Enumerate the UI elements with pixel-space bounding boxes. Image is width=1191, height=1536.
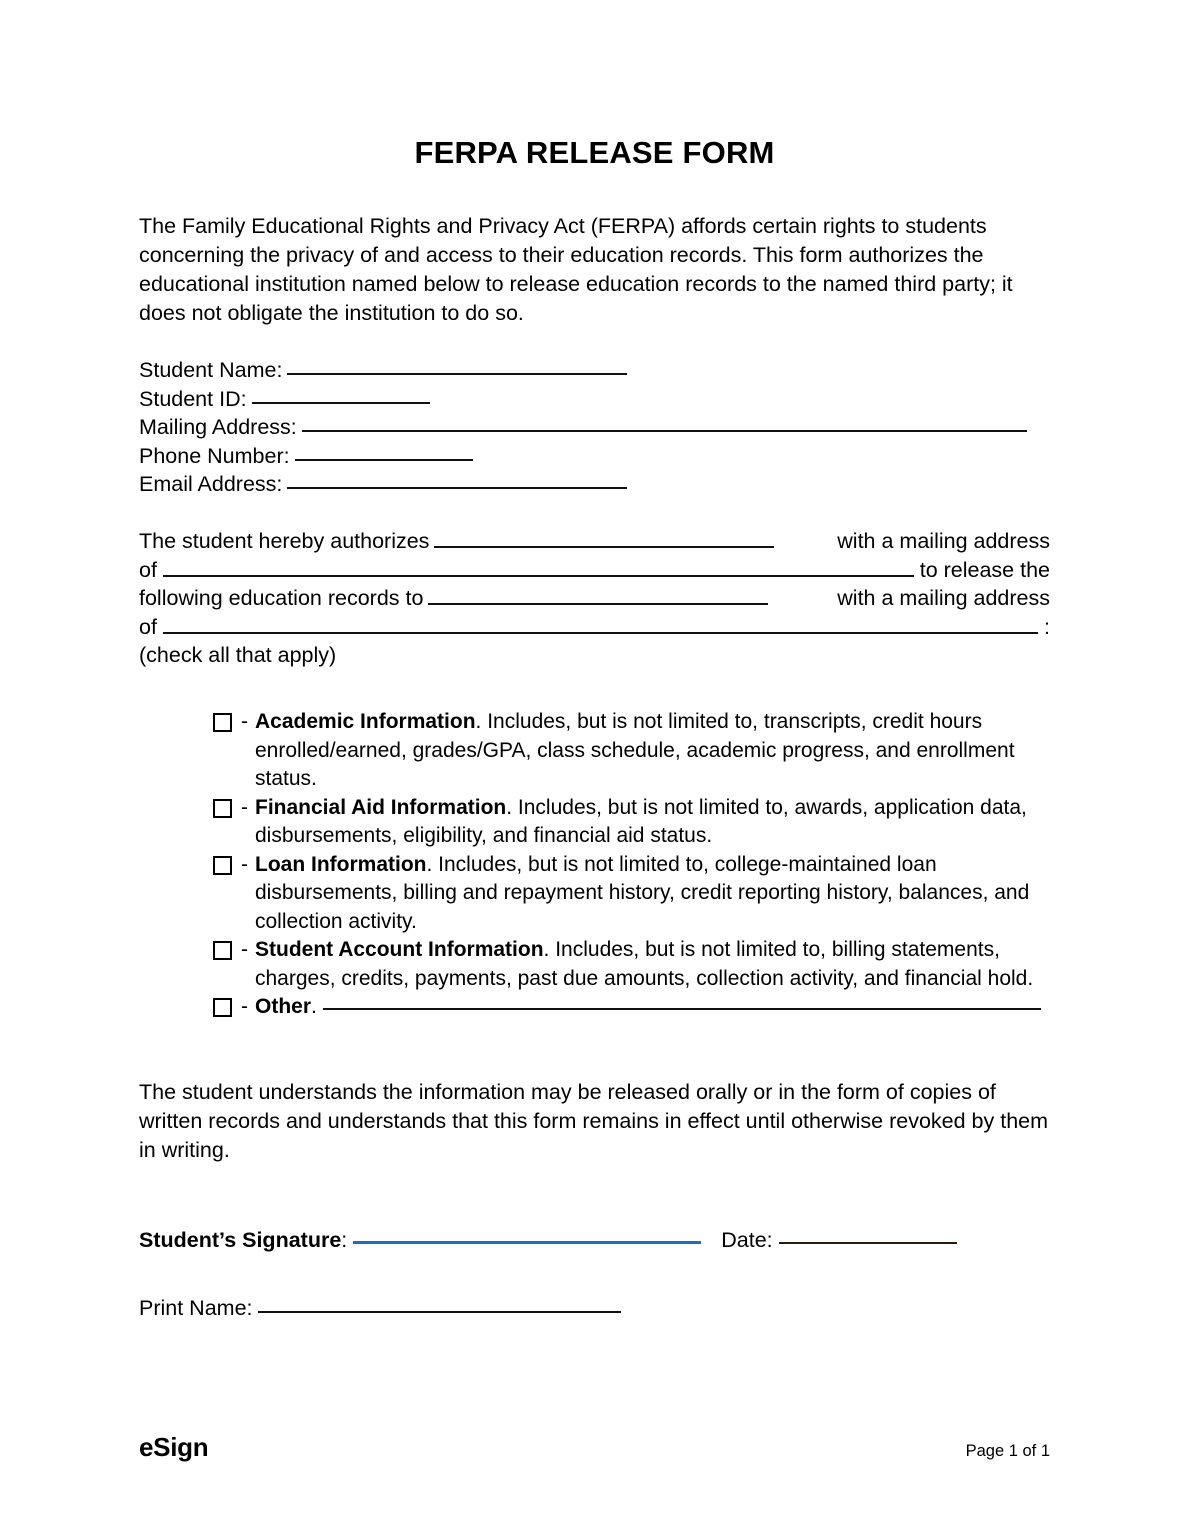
auth-text-2-prefix: of <box>139 557 157 582</box>
auth-input-recipient-address[interactable] <box>163 632 1038 634</box>
checkbox-dash-1: - <box>241 795 248 819</box>
signature-label: Student’s Signature <box>139 1227 342 1252</box>
list-item[interactable] <box>213 794 1050 851</box>
field-label-phone-number: Phone Number: <box>139 443 290 468</box>
student-fields-group <box>139 356 1050 499</box>
date-label: Date: <box>721 1227 773 1252</box>
auth-input-institution-name[interactable] <box>434 546 774 548</box>
print-name-row <box>139 1293 1050 1323</box>
authorization-line-4 <box>139 613 1050 642</box>
field-mailing-address <box>139 413 1050 442</box>
field-label-email-address: Email Address: <box>139 472 283 497</box>
signature-row <box>139 1225 1050 1255</box>
checkbox-icon[interactable] <box>213 941 232 960</box>
authorization-line-2 <box>139 556 1050 585</box>
checkbox-text-financial-aid <box>255 794 1050 851</box>
field-label-student-name: Student Name: <box>139 358 283 383</box>
authorization-line-3 <box>139 584 1050 613</box>
page-content <box>139 0 1050 1323</box>
checkbox-label-financial-aid: Financial Aid Information <box>255 795 507 819</box>
auth-input-recipient-name[interactable] <box>428 603 768 605</box>
authorization-line-1 <box>139 527 1050 556</box>
checkbox-input-other[interactable] <box>323 1008 1041 1010</box>
field-student-name <box>139 356 1050 385</box>
checkbox-text-student-account <box>255 936 1050 993</box>
auth-text-1-suffix: with a mailing address <box>837 529 1050 554</box>
auth-text-1-prefix: The student hereby authorizes <box>139 529 430 554</box>
list-item[interactable] <box>213 936 1050 993</box>
checkbox-label-other: Other <box>255 995 312 1019</box>
field-input-phone-number[interactable] <box>295 459 473 461</box>
checkbox-icon[interactable] <box>213 856 232 875</box>
field-label-student-id: Student ID: <box>139 386 247 411</box>
checkbox-text-loan <box>255 851 1050 937</box>
field-input-email-address[interactable] <box>287 487 627 489</box>
auth-input-institution-address[interactable] <box>163 575 914 577</box>
signature-colon: : <box>341 1227 348 1252</box>
field-label-mailing-address: Mailing Address: <box>139 415 297 440</box>
checkbox-text-other <box>255 993 1050 1022</box>
field-email-address <box>139 470 1050 499</box>
print-name-label: Print Name: <box>139 1295 253 1320</box>
signature-input[interactable] <box>353 1241 701 1244</box>
auth-text-4-prefix: of <box>139 614 157 639</box>
checkbox-dash-4: - <box>241 995 248 1019</box>
checkbox-icon[interactable] <box>213 799 232 818</box>
auth-text-4-suffix: : <box>1044 614 1050 639</box>
field-input-student-id[interactable] <box>252 402 430 404</box>
list-item[interactable] <box>213 708 1050 794</box>
checkbox-icon[interactable] <box>213 713 232 732</box>
checkbox-dash-0: - <box>241 710 248 734</box>
field-input-student-name[interactable] <box>287 373 627 375</box>
list-item[interactable] <box>213 851 1050 937</box>
print-name-input[interactable] <box>258 1311 621 1313</box>
list-item[interactable] <box>213 993 1050 1022</box>
checkbox-desc-financial-aid: . Includes, but is not limited to, awards, application data, disbursements, eligibility, and financial aid status. <box>255 795 1027 848</box>
esign-logo: eSign <box>139 1432 209 1462</box>
auth-text-3-suffix: with a mailing address <box>837 586 1050 611</box>
authorization-block <box>139 527 1050 670</box>
page-title: FERPA RELEASE FORM <box>414 135 775 170</box>
checkbox-text-academic <box>255 708 1050 794</box>
checkbox-desc-other: . <box>311 995 317 1019</box>
records-checkbox-list <box>213 708 1050 1022</box>
signature-block <box>139 1225 1050 1323</box>
checkbox-label-student-account: Student Account Information <box>255 938 544 962</box>
check-all-that-apply-note: (check all that apply) <box>139 643 337 668</box>
field-student-id <box>139 385 1050 414</box>
page-number: Page 1 of 1 <box>965 1442 1050 1460</box>
field-input-mailing-address[interactable] <box>302 430 1027 432</box>
checkbox-icon[interactable] <box>213 998 232 1017</box>
auth-text-2-suffix: to release the <box>919 557 1050 582</box>
field-phone-number <box>139 442 1050 471</box>
page-footer <box>139 1432 1050 1463</box>
date-input[interactable] <box>779 1242 957 1244</box>
checkbox-dash-2: - <box>241 852 248 876</box>
checkbox-desc-student-account: . Includes, but is not limited to, billing statements, charges, credits, payments, past due amounts, collection activity, and financial hold. <box>255 938 1034 990</box>
checkbox-desc-academic: . Includes, but is not limited to, transcripts, credit hours enrolled/earned, grades/GPA, class schedule, academic progress, and enrollment status. <box>255 710 1015 791</box>
checkbox-desc-loan: . Includes, but is not limited to, college-maintained loan disbursements, billing and repayment history, credit reporting history, balances, and collection activity. <box>255 852 1030 933</box>
checkbox-label-loan: Loan Information <box>255 852 427 876</box>
intro-paragraph: The Family Educational Rights and Privacy Act (FERPA) affords certain rights to students concerning the privacy of and access to their education records. This form authorizes the educational institution named below to release education records to the named third party; it does not obligate the institution to do so. <box>139 214 1013 326</box>
checkbox-dash-3: - <box>241 938 248 962</box>
closing-paragraph: The student understands the information may be released orally or in the form of copies of written records and understands that this form remains in effect until otherwise revoked by them in writing. <box>139 1079 1049 1162</box>
checkbox-label-academic: Academic Information <box>255 710 476 734</box>
auth-text-3-prefix: following education records to <box>139 586 424 611</box>
